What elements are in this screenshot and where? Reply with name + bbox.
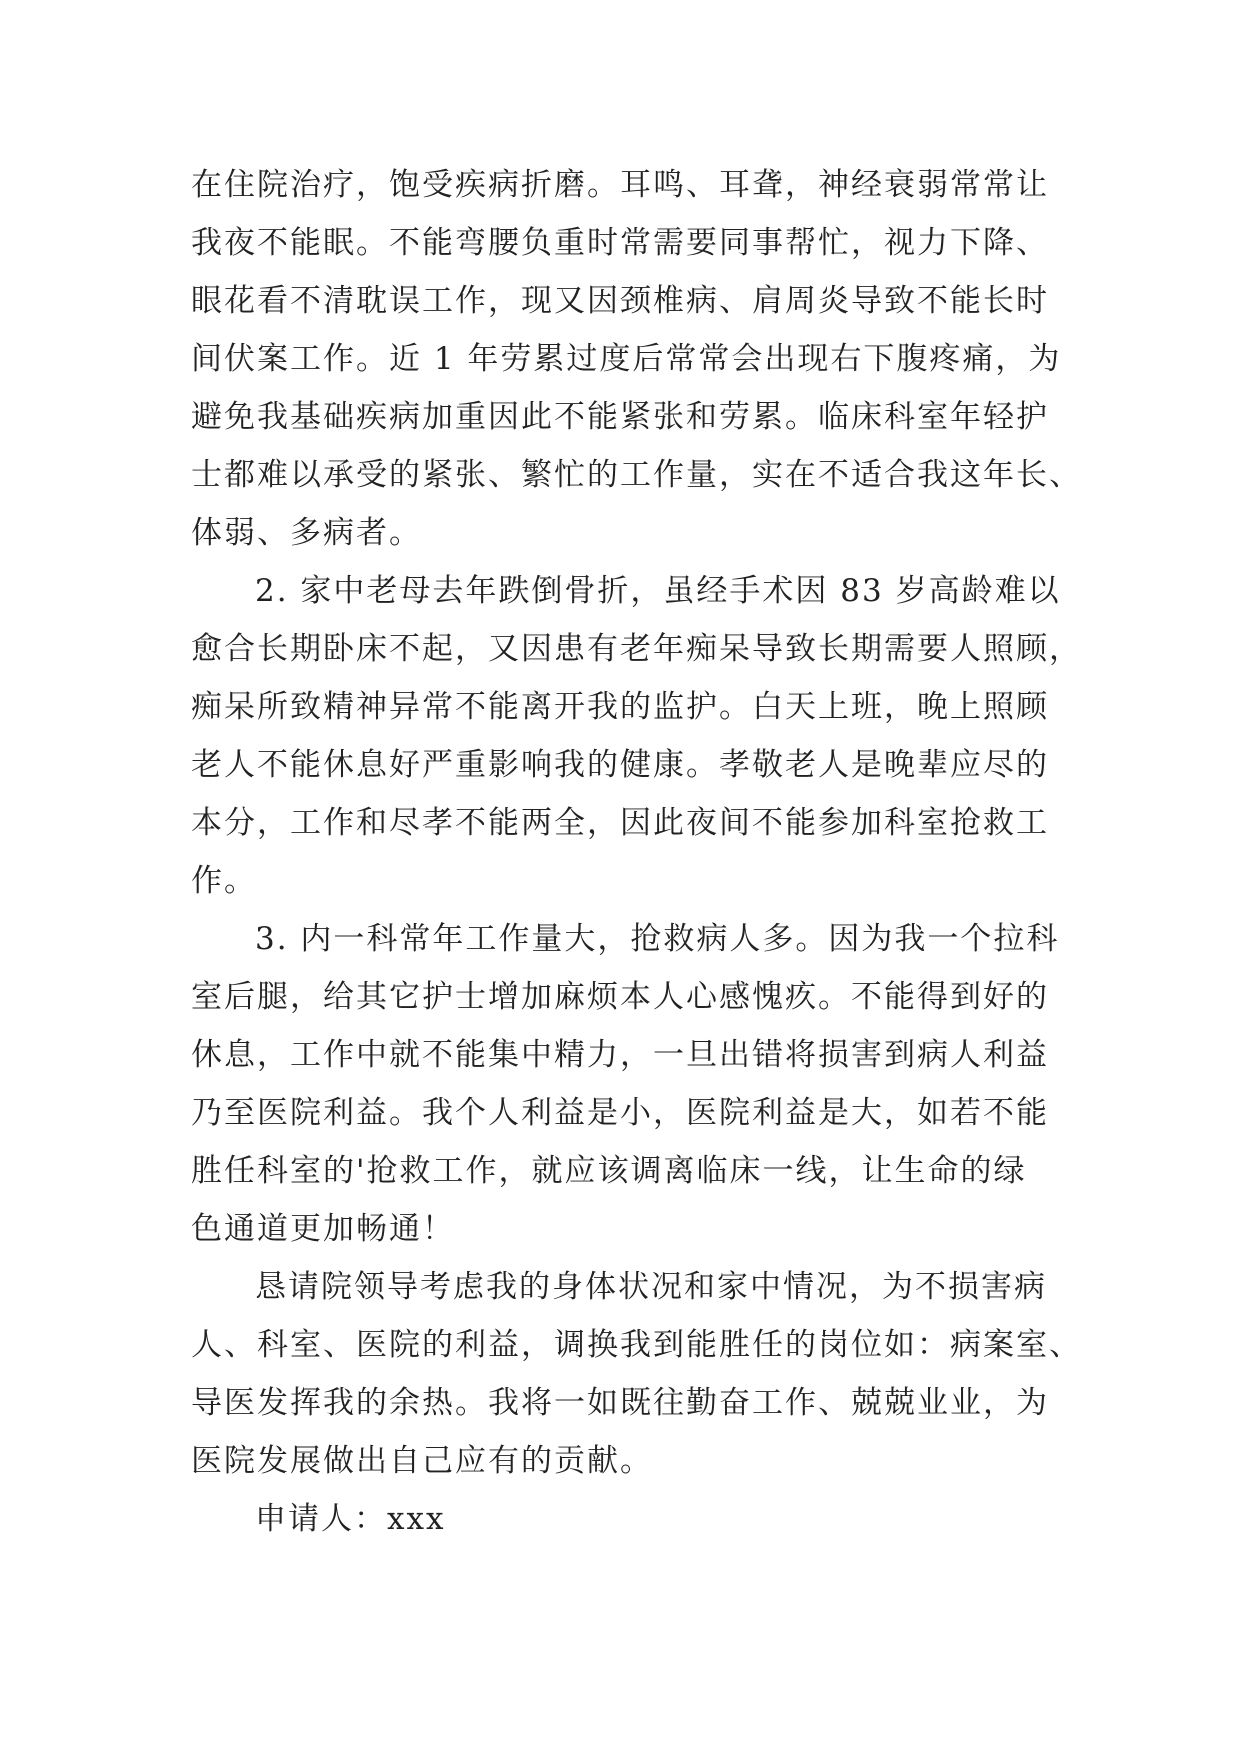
text-line: 在住院治疗，饱受疾病折磨。耳鸣、耳聋，神经衰弱常常让 [191, 167, 1049, 203]
text-line: 导医发挥我的余热。我将一如既往勤奋工作、兢兢业业，为 [191, 1385, 1049, 1421]
text-line: 痴呆所致精神异常不能离开我的监护。白天上班，晚上照顾 [191, 689, 1049, 725]
text-line: 室后腿，给其它护士增加麻烦本人心感愧疚。不能得到好的 [191, 979, 1049, 1015]
paragraph-request [191, 1258, 1082, 1490]
text-line: 乃至医院利益。我个人利益是小，医院利益是大，如若不能 [191, 1095, 1049, 1131]
text-line: 恳请院领导考虑我的身体状况和家中情况，为不损害病 [255, 1269, 1047, 1305]
text-line: 胜任科室的'抢救工作，就应该调离临床一线，让生命的绿 [191, 1153, 1027, 1189]
text-line: 我夜不能眠。不能弯腰负重时常需要同事帮忙，视力下降、 [191, 225, 1049, 261]
text-line: 间伏案工作。近 1 年劳累过度后常常会出现右下腹疼痛，为 [191, 341, 1062, 377]
text-line: 本分，工作和尽孝不能两全，因此夜间不能参加科室抢救工 [191, 805, 1049, 841]
text-line: 色通道更加畅通！ [191, 1211, 455, 1247]
document-body [191, 156, 1082, 1548]
text-line: 老人不能休息好严重影响我的健康。孝敬老人是晚辈应尽的 [191, 747, 1049, 783]
text-line: 医院发展做出自己应有的贡献。 [191, 1443, 653, 1479]
applicant-line: 申请人：xxx [255, 1501, 446, 1537]
paragraph-family-situation [191, 562, 1082, 910]
text-line: 人、科室、医院的利益，调换我到能胜任的岗位如：病案室、 [191, 1327, 1082, 1363]
text-line: 作。 [191, 863, 257, 899]
text-line: 3. 内一科常年工作量大，抢救病人多。因为我一个拉科 [255, 921, 1060, 957]
text-line: 避免我基础疾病加重因此不能紧张和劳累。临床科室年轻护 [191, 399, 1049, 435]
signature-applicant [191, 1490, 1071, 1548]
text-line: 2. 家中老母去年跌倒骨折，虽经手术因 83 岁高龄难以 [255, 573, 1061, 609]
text-line: 体弱、多病者。 [191, 515, 422, 551]
paragraph-department-workload [191, 910, 1071, 1258]
paragraph-health-condition [191, 156, 1082, 562]
text-line: 愈合长期卧床不起，又因患有老年痴呆导致长期需要人照顾， [191, 631, 1082, 667]
text-line: 士都难以承受的紧张、繁忙的工作量，实在不适合我这年长、 [191, 457, 1082, 493]
text-line: 眼花看不清耽误工作，现又因颈椎病、肩周炎导致不能长时 [191, 283, 1049, 319]
text-line: 休息，工作中就不能集中精力，一旦出错将损害到病人利益 [191, 1037, 1049, 1073]
